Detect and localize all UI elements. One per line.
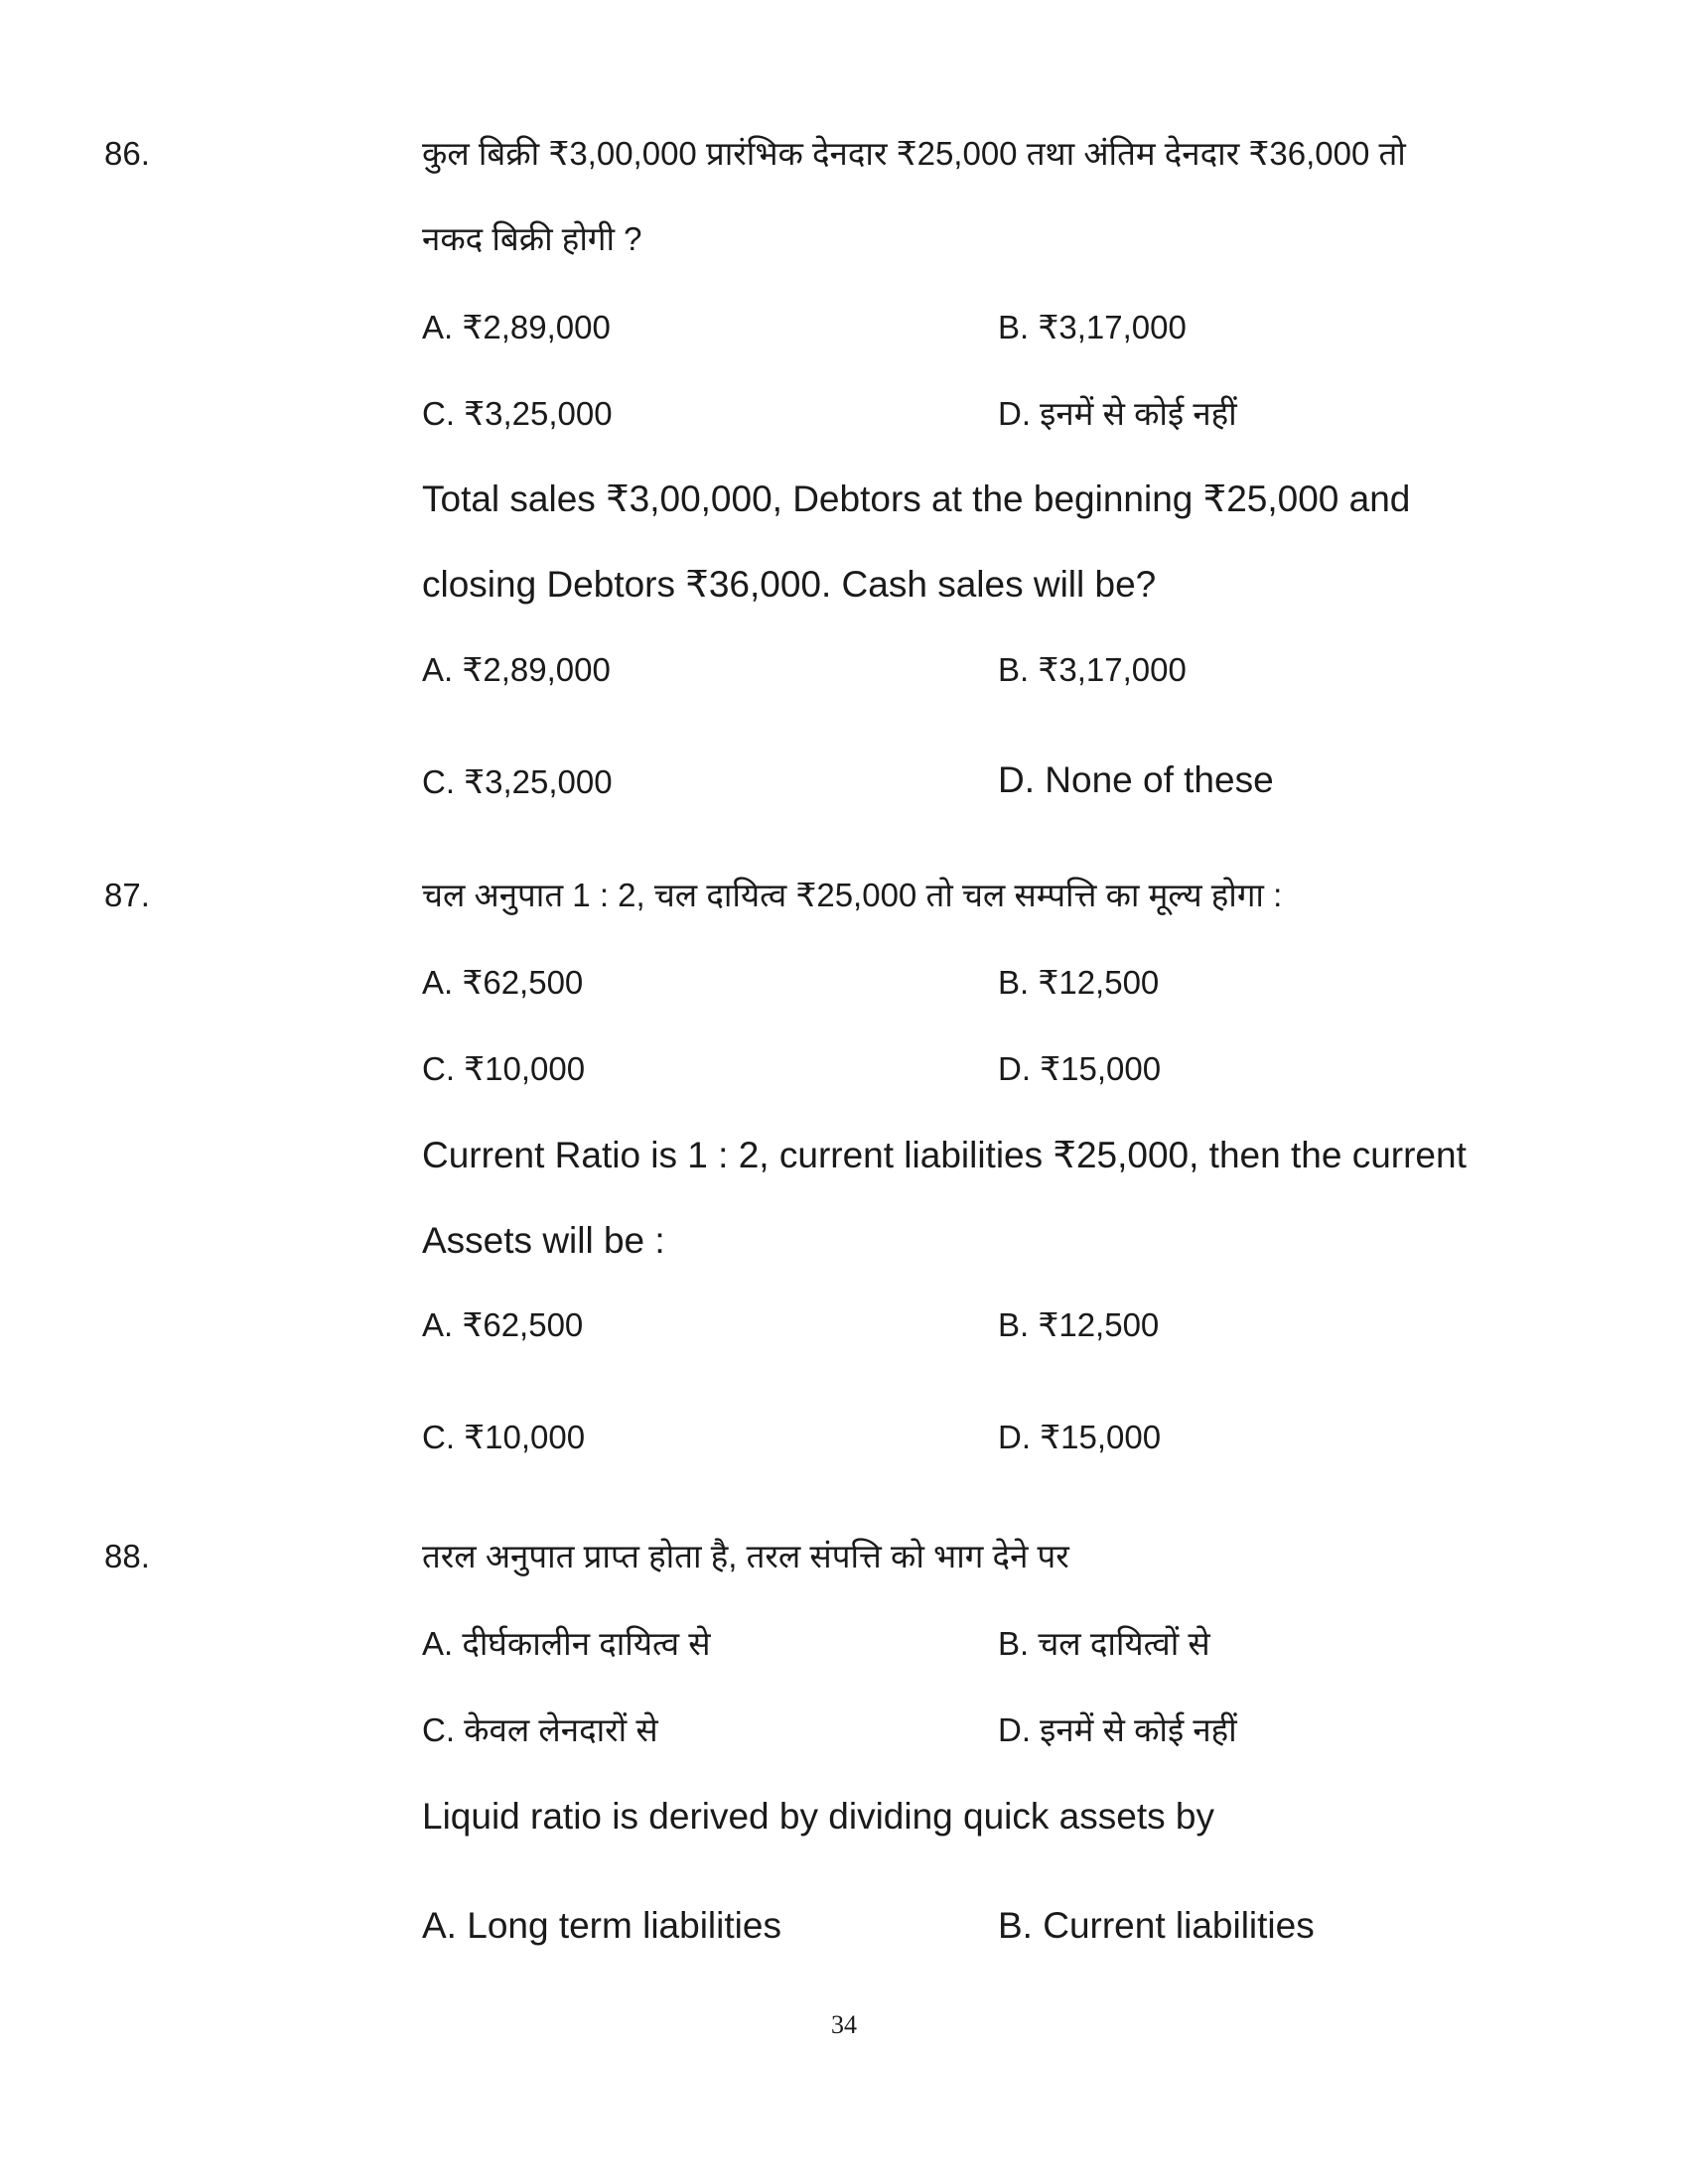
option-b-english: B. Current liabilities — [998, 1905, 1315, 1946]
option-d-hindi: D. ₹15,000 — [998, 1050, 1162, 1087]
option-b-hindi: B. चल दायित्वों से — [998, 1625, 1210, 1662]
question-text-english-line-2: closing Debtors ₹36,000. Cash sales will be? — [422, 564, 1157, 605]
option-d-hindi: D. इनमें से कोई नहीं — [998, 1711, 1237, 1748]
question-text-english-line-1: Liquid ratio is derived by dividing quick assets by — [422, 1796, 1214, 1837]
option-a-hindi: A. ₹62,500 — [422, 964, 584, 1001]
option-c-hindi: C. केवल लेनदारों से — [422, 1711, 658, 1748]
option-c-english: C. ₹3,25,000 — [422, 763, 613, 800]
option-a-english: A. ₹62,500 — [422, 1306, 584, 1343]
question-text-english-line-1: Total sales ₹3,00,000, Debtors at the beginning ₹25,000 and — [422, 478, 1411, 519]
question-number: 87. — [104, 877, 150, 913]
page-number: 34 — [831, 2010, 857, 2039]
option-b-hindi: B. ₹12,500 — [998, 964, 1160, 1001]
option-c-hindi: C. ₹3,25,000 — [422, 395, 613, 432]
question-text-hindi-line-1: कुल बिक्री ₹3,00,000 प्रारंभिक देनदार ₹25,000 तथा अंतिम देनदार ₹36,000 तो — [422, 135, 1406, 172]
question-text-hindi-line-1: चल अनुपात 1 : 2, चल दायित्व ₹25,000 तो चल सम्पत्ति का मूल्य होगा : — [422, 877, 1283, 913]
question-number: 86. — [104, 135, 150, 172]
question-text-hindi-line-2: नकद बिक्री होगी ? — [422, 220, 642, 257]
option-b-hindi: B. ₹3,17,000 — [998, 309, 1187, 345]
question-text-hindi-line-1: तरल अनुपात प्राप्त होता है, तरल संपत्ति को भाग देने पर — [422, 1538, 1069, 1574]
option-c-hindi: C. ₹10,000 — [422, 1050, 586, 1087]
option-a-hindi: A. ₹2,89,000 — [422, 309, 611, 345]
option-a-english: A. ₹2,89,000 — [422, 651, 611, 688]
option-b-english: B. ₹12,500 — [998, 1306, 1160, 1343]
option-a-hindi: A. दीर्घकालीन दायित्व से — [422, 1625, 711, 1662]
question-text-english-line-1: Current Ratio is 1 : 2, current liabilities ₹25,000, then the current — [422, 1135, 1467, 1175]
option-c-english: C. ₹10,000 — [422, 1419, 586, 1455]
question-number: 88. — [104, 1538, 150, 1574]
question-text-english-line-2: Assets will be : — [422, 1220, 665, 1261]
option-a-english: A. Long term liabilities — [422, 1905, 781, 1946]
option-d-english: D. ₹15,000 — [998, 1419, 1162, 1455]
option-b-english: B. ₹3,17,000 — [998, 651, 1187, 688]
option-d-english: D. None of these — [998, 759, 1274, 800]
option-d-hindi: D. इनमें से कोई नहीं — [998, 395, 1237, 432]
